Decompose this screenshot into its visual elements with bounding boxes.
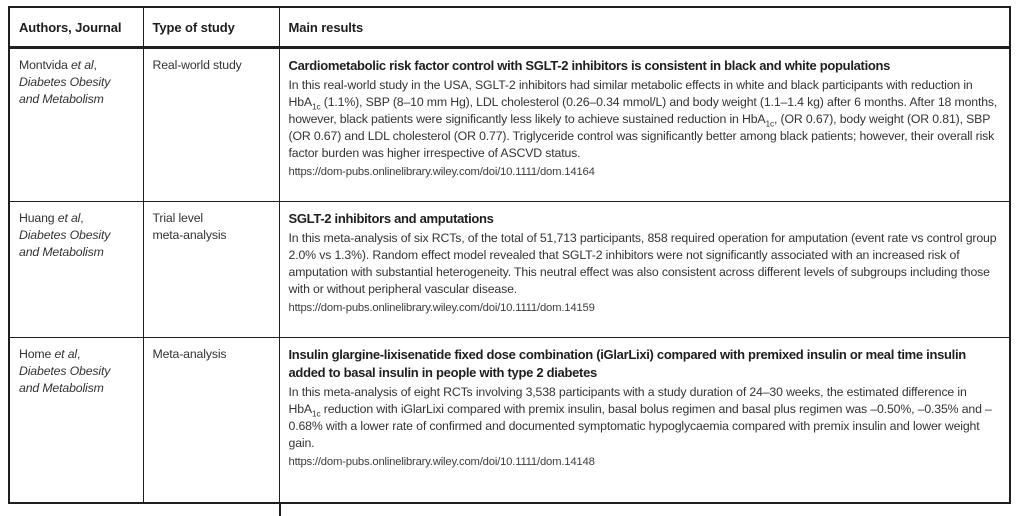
next-row-column-divider [279,504,281,516]
authors-journal-cell: Montvida et al, Diabetes Obesity and Metabolism [9,48,143,202]
doi-link[interactable]: https://dom-pubs.onlinelibrary.wiley.com/doi/10.1111/dom.14159 [288,302,595,314]
table-row [9,202,1010,338]
study-type-cell: Trial level meta-analysis [143,202,279,338]
study-type-cell: Meta-analysis [143,338,279,504]
result-title: Cardiometabolic risk factor control with SGLT-2 inhibitors is consistent in black and white populations [288,58,891,73]
study-results-table [8,6,1011,504]
main-results-cell [279,338,1010,504]
main-results-cell [279,48,1010,202]
authors-journal-cell: Huang et al, Diabetes Obesity and Metabolism [9,202,143,338]
result-title: Insulin glargine-lixisenatide fixed dose combination (iGlarLixi) compared with premixed insulin or meal time insulin added to basal insulin in people with type 2 diabetes [288,347,966,380]
main-results-cell [279,202,1010,338]
header-row [9,7,1010,48]
study-type-cell: Real-world study [143,48,279,202]
result-summary: In this meta-analysis of eight RCTs involving 3,538 participants with a study duration of 24–30 weeks, the estimated difference in HbA$_{1c}$ reduction with iGlarLixi compared with premix insulin, basal bolus regimen and basal plus regimen was –0.50%, –0.35% and –0.68% with a lower rate of confirmed and documented symptomatic hypoglycaemia compared with premix insulin and lower weight gain. [288,385,992,450]
journal-digest-page [8,6,1011,516]
doi-link[interactable]: https://dom-pubs.onlinelibrary.wiley.com/doi/10.1111/dom.14148 [288,456,595,468]
result-summary: In this meta-analysis of six RCTs, of the total of 51,713 participants, 858 required operation for amputation (event rate vs control group 2.0% vs 1.3%). Random effect model revealed that SGLT-2 inhibitors were not significantly associated with an increased risk of amputation with substantial heterogeneity. This neutral effect was also consistent across different levels of subgroups including those with or without peripheral vascular disease. [288,231,997,296]
doi-link[interactable]: https://dom-pubs.onlinelibrary.wiley.com/doi/10.1111/dom.14164 [288,166,595,178]
authors-journal-cell: Home et al, Diabetes Obesity and Metabolism [9,338,143,504]
column-header-authors-journal: Authors, Journal [9,7,143,48]
result-summary: In this real-world study in the USA, SGLT-2 inhibitors had similar metabolic effects in white and black participants with reduction in HbA$_{1c}$ (1.1%), SBP (8–10 mm Hg), LDL cholesterol (0.26–0.34 mmol/L) and body weight (1.1–1.4 kg) after 6 months. After 18 months, however, black patients were significantly less likely to achieve sustained reduction in HbA$_{1c}$, (OR 0.67), body weight (OR 0.81), SBP (OR 0.67) and LDL cholesterol (OR 0.77). Triglyceride control was significantly better among black patients; however, their overall risk factor burden was higher irrespective of ASCVD status. [288,78,998,160]
result-title: SGLT-2 inhibitors and amputations [288,211,494,226]
column-header-type-of-study: Type of study [143,7,279,48]
table-row [9,48,1010,202]
column-header-main-results: Main results [279,7,1010,48]
table-row [9,338,1010,504]
